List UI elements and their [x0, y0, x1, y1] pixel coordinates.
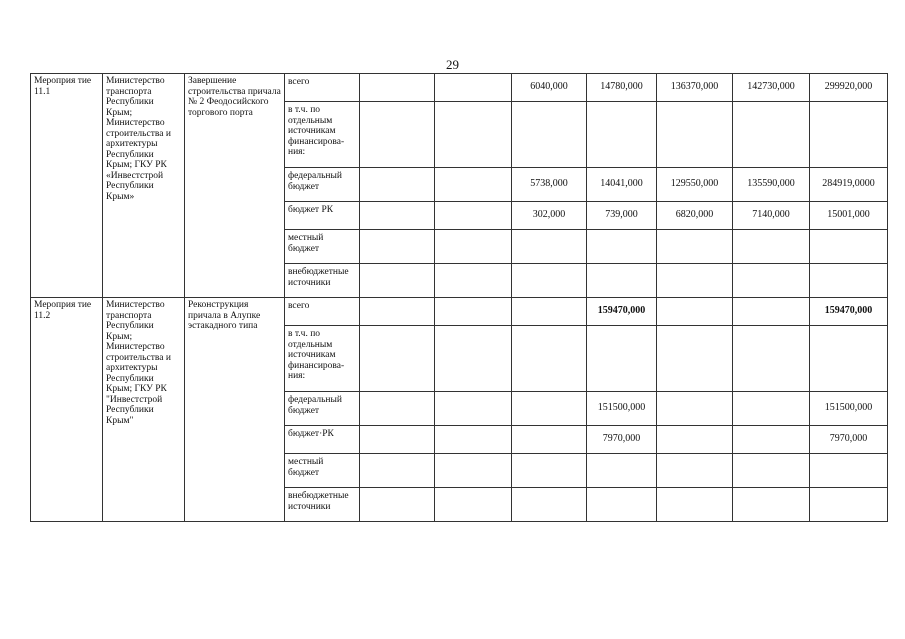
value-cell: 7140,000 [733, 202, 810, 230]
value-cell [657, 102, 733, 168]
table-row [31, 74, 888, 102]
source-federal-label: федеральный бюджет [285, 392, 360, 426]
value-cell: 6040,000 [512, 74, 587, 102]
financing-table [30, 73, 888, 522]
value-cell [435, 454, 512, 488]
value-cell [435, 168, 512, 202]
source-local-label: местный бюджет [285, 230, 360, 264]
value-cell [733, 392, 810, 426]
value-cell [512, 454, 587, 488]
value-cell [512, 426, 587, 454]
value-cell [733, 326, 810, 392]
value-cell: 151500,000 [810, 392, 888, 426]
value-cell [435, 298, 512, 326]
value-cell [810, 326, 888, 392]
value-cell [587, 488, 657, 522]
value-cell [512, 264, 587, 298]
source-federal-label: федеральный бюджет [285, 168, 360, 202]
value-cell [810, 454, 888, 488]
value-cell: 142730,000 [733, 74, 810, 102]
source-regional-label: бюджет РК [285, 202, 360, 230]
value-cell [810, 488, 888, 522]
source-including-label: в т.ч. по отдельным источникам финансирова-ния: [285, 326, 360, 392]
value-cell [360, 264, 435, 298]
value-cell [360, 454, 435, 488]
table-row [31, 298, 888, 326]
value-cell [587, 326, 657, 392]
value-cell [435, 74, 512, 102]
value-cell [657, 230, 733, 264]
value-cell [657, 392, 733, 426]
value-cell [733, 426, 810, 454]
value-cell [587, 230, 657, 264]
value-cell [512, 102, 587, 168]
source-total-label: всего [285, 298, 360, 326]
value-cell [435, 392, 512, 426]
source-total-label: всего [285, 74, 360, 102]
measure-executor: Министерство транспорта Республики Крым; Министерство строительства и архитектуры Республики Крым; ГКУ РК «Инвестстрой Республики Крым» [103, 74, 185, 298]
value-cell [587, 264, 657, 298]
value-cell: 5738,000 [512, 168, 587, 202]
source-extrabudget-label: внебюджетные источники [285, 488, 360, 522]
value-cell [360, 392, 435, 426]
value-cell: 302,000 [512, 202, 587, 230]
value-cell [587, 454, 657, 488]
value-cell [360, 202, 435, 230]
source-including-label: в т.ч. по отдельным источникам финансирова-ния: [285, 102, 360, 168]
value-cell [733, 230, 810, 264]
value-cell [733, 102, 810, 168]
value-cell [435, 202, 512, 230]
value-cell [657, 298, 733, 326]
value-cell [435, 426, 512, 454]
value-cell [512, 298, 587, 326]
measure-id: Мероприя тие 11.1 [31, 74, 103, 298]
value-cell: 6820,000 [657, 202, 733, 230]
value-cell [360, 326, 435, 392]
value-cell: 7970,000 [810, 426, 888, 454]
value-cell: 159470,000 [810, 298, 888, 326]
measure-executor: Министерство транспорта Республики Крым; Министерство строительства и архитектуры Республики Крым; ГКУ РК "Инвестстрой Республики Крым" [103, 298, 185, 522]
value-cell [512, 392, 587, 426]
value-cell [733, 298, 810, 326]
value-cell: 136370,000 [657, 74, 733, 102]
value-cell: 151500,000 [587, 392, 657, 426]
value-cell: 7970,000 [587, 426, 657, 454]
measure-name: Реконструкция причала в Алупке эстакадного типа [185, 298, 285, 522]
value-cell [360, 74, 435, 102]
value-cell [657, 488, 733, 522]
page-number: 29 [446, 57, 459, 72]
value-cell [435, 230, 512, 264]
value-cell [733, 454, 810, 488]
value-cell [810, 264, 888, 298]
value-cell [512, 230, 587, 264]
value-cell: 739,000 [587, 202, 657, 230]
source-local-label: местный бюджет [285, 454, 360, 488]
value-cell [512, 326, 587, 392]
value-cell [657, 454, 733, 488]
value-cell [733, 488, 810, 522]
measure-id: Мероприя тие 11.2 [31, 298, 103, 522]
value-cell: 299920,000 [810, 74, 888, 102]
value-cell [435, 326, 512, 392]
value-cell [360, 168, 435, 202]
value-cell [435, 488, 512, 522]
value-cell [733, 264, 810, 298]
value-cell [657, 326, 733, 392]
value-cell [810, 102, 888, 168]
value-cell: 159470,000 [587, 298, 657, 326]
value-cell [360, 298, 435, 326]
value-cell [587, 102, 657, 168]
value-cell: 15001,000 [810, 202, 888, 230]
value-cell: 284919,0000 [810, 168, 888, 202]
value-cell [657, 426, 733, 454]
value-cell: 14041,000 [587, 168, 657, 202]
value-cell [512, 488, 587, 522]
source-extrabudget-label: внебюджетные источники [285, 264, 360, 298]
value-cell [360, 488, 435, 522]
value-cell [360, 426, 435, 454]
value-cell [435, 102, 512, 168]
value-cell [810, 230, 888, 264]
value-cell [360, 102, 435, 168]
value-cell: 135590,000 [733, 168, 810, 202]
value-cell: 129550,000 [657, 168, 733, 202]
value-cell [360, 230, 435, 264]
value-cell [435, 264, 512, 298]
value-cell: 14780,000 [587, 74, 657, 102]
measure-name: Завершение строительства причала № 2 Феодосийского торгового порта [185, 74, 285, 298]
value-cell [657, 264, 733, 298]
source-regional-label: бюджет·РК [285, 426, 360, 454]
